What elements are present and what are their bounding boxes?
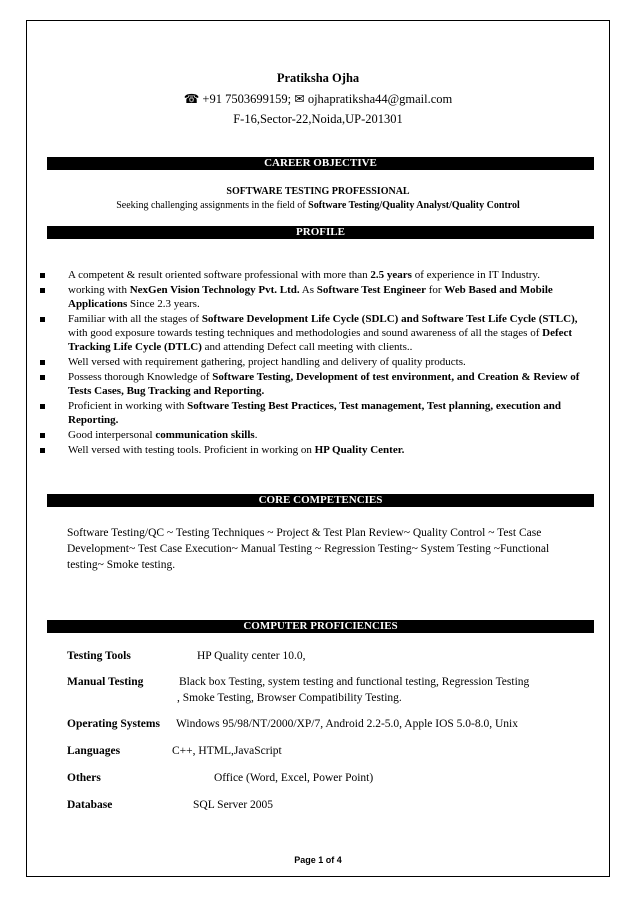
bullet-text: A competent & result oriented software professional with more than [68,269,371,281]
proficiency-label: Manual Testing [67,676,144,688]
square-bullet-icon [40,375,45,380]
profile-bullet [40,283,588,311]
bullet-text: of experience in IT Industry. [411,269,540,281]
candidate-name: Pratiksha Ojha [276,71,360,85]
profile-bullet [40,312,588,354]
phone-icon: ☎ [183,92,200,106]
bullet-text: Familiar with all the stages of [68,313,202,325]
objective-text-bold: Software Testing/Quality Analyst/Quality Control [308,200,520,211]
proficiency-value: Windows 95/98/NT/2000/XP/7, Android 2.2-5.0, Apple IOS 5.0-8.0, Unix [176,718,518,730]
proficiency-label: Operating Systems [67,718,160,730]
bullet-text-bold: Web Based and Mobile Applications [68,284,553,310]
objective-title: SOFTWARE TESTING PROFESSIONAL [226,186,410,197]
email-address: ojhapratiksha44@gmail.com [307,92,453,106]
footer-page-word: Page [294,855,316,865]
bullet-text-bold: Software Test Engineer [316,284,426,296]
profile-list [40,268,588,458]
profile-bullet [40,370,588,398]
bullet-text: Well versed with testing tools. Proficient in working on [68,444,315,456]
proficiency-value-continued: , Smoke Testing, Browser Compatibility Testing. [177,692,402,704]
profile-bullet [40,355,588,369]
bullet-text: and attending Defect call meeting with clients.. [201,341,413,353]
bullet-text-bold: HP Quality Center. [314,444,405,456]
bullet-text: Proficient in working with [68,400,188,412]
proficiency-label: Testing Tools [67,650,131,662]
square-bullet-icon [40,433,45,438]
bullet-text: working with [68,284,130,296]
contact-line [26,91,610,107]
square-bullet-icon [40,404,45,409]
bullet-text-bold: Defect Tracking Life Cycle (DTLC) [68,327,573,353]
objective-text-prefix: Seeking challenging assignments in the field of [116,200,309,211]
proficiency-value: C++, HTML,JavaScript [172,745,282,757]
profile-bullet [40,268,588,282]
proficiency-value: HP Quality center 10.0, [197,650,306,662]
bullet-text: for [425,284,445,296]
page-footer [26,855,610,865]
profile-bullet [40,443,588,457]
address: F-16,Sector-22,Noida,UP-201301 [233,112,403,126]
bullet-text: with good exposure towards testing techniques and methodologies and sound awareness of all the stages of [68,327,543,339]
phone-number: +91 7503699159; [202,92,292,106]
profile-bullet [40,428,588,442]
computer-proficiencies-heading: COMPUTER PROFICIENCIES [47,620,594,633]
bullet-text: As [299,284,317,296]
bullet-text-bold: NexGen Vision Technology Pvt. Ltd. [129,284,300,296]
objective-text [26,200,610,211]
bullet-text-bold: communication skills [155,429,255,441]
profile-heading: PROFILE [47,226,594,239]
square-bullet-icon [40,273,45,278]
bullet-text: . [254,429,258,441]
square-bullet-icon [40,360,45,365]
proficiency-label: Languages [67,745,121,757]
core-competencies-text: Software Testing/QC ~ Testing Techniques ~ Project & Test Plan Review~ Quality Control ~ Test Case Development~ Test Case Execution~ Manual Testing ~ Regression Testing~ System Testing ~Functional testing~ Smoke testing. [67,527,550,571]
proficiency-value: SQL Server 2005 [193,799,274,811]
square-bullet-icon [40,317,45,322]
footer-of-word: of [325,855,335,865]
bullet-text-bold: Software Development Life Cycle (SDLC) and Software Test Life Cycle (STLC), [201,313,578,325]
envelope-icon: ✉ [294,92,305,106]
bullet-text-bold: Software Testing Best Practices, Test management, Test planning, execution and Reporting. [68,400,561,426]
bullet-text-bold: Software Testing, Development of test environment, and Creation & Review of Tests Cases, Bug Tracking and Reporting. [68,371,580,397]
square-bullet-icon [40,448,45,453]
square-bullet-icon [40,288,45,293]
bullet-text: Possess thorough Knowledge of [68,371,213,383]
proficiency-label: Database [67,799,113,811]
proficiency-value: Black box Testing, system testing and functional testing, Regression Testing [179,676,530,688]
bullet-text: Since 2.3 years. [127,298,200,310]
footer-page-total: 4 [336,855,342,865]
proficiency-label: Others [67,772,101,784]
proficiency-value: Office (Word, Excel, Power Point) [214,772,374,784]
footer-page-number: 1 [318,855,324,865]
bullet-text: Good interpersonal [68,429,156,441]
bullet-text: Well versed with requirement gathering, project handling and delivery of quality products. [68,356,466,368]
career-objective-heading: CAREER OBJECTIVE [47,157,594,170]
core-competencies-heading: CORE COMPETENCIES [47,494,594,507]
profile-bullet [40,399,588,427]
bullet-text-bold: 2.5 years [370,269,412,281]
